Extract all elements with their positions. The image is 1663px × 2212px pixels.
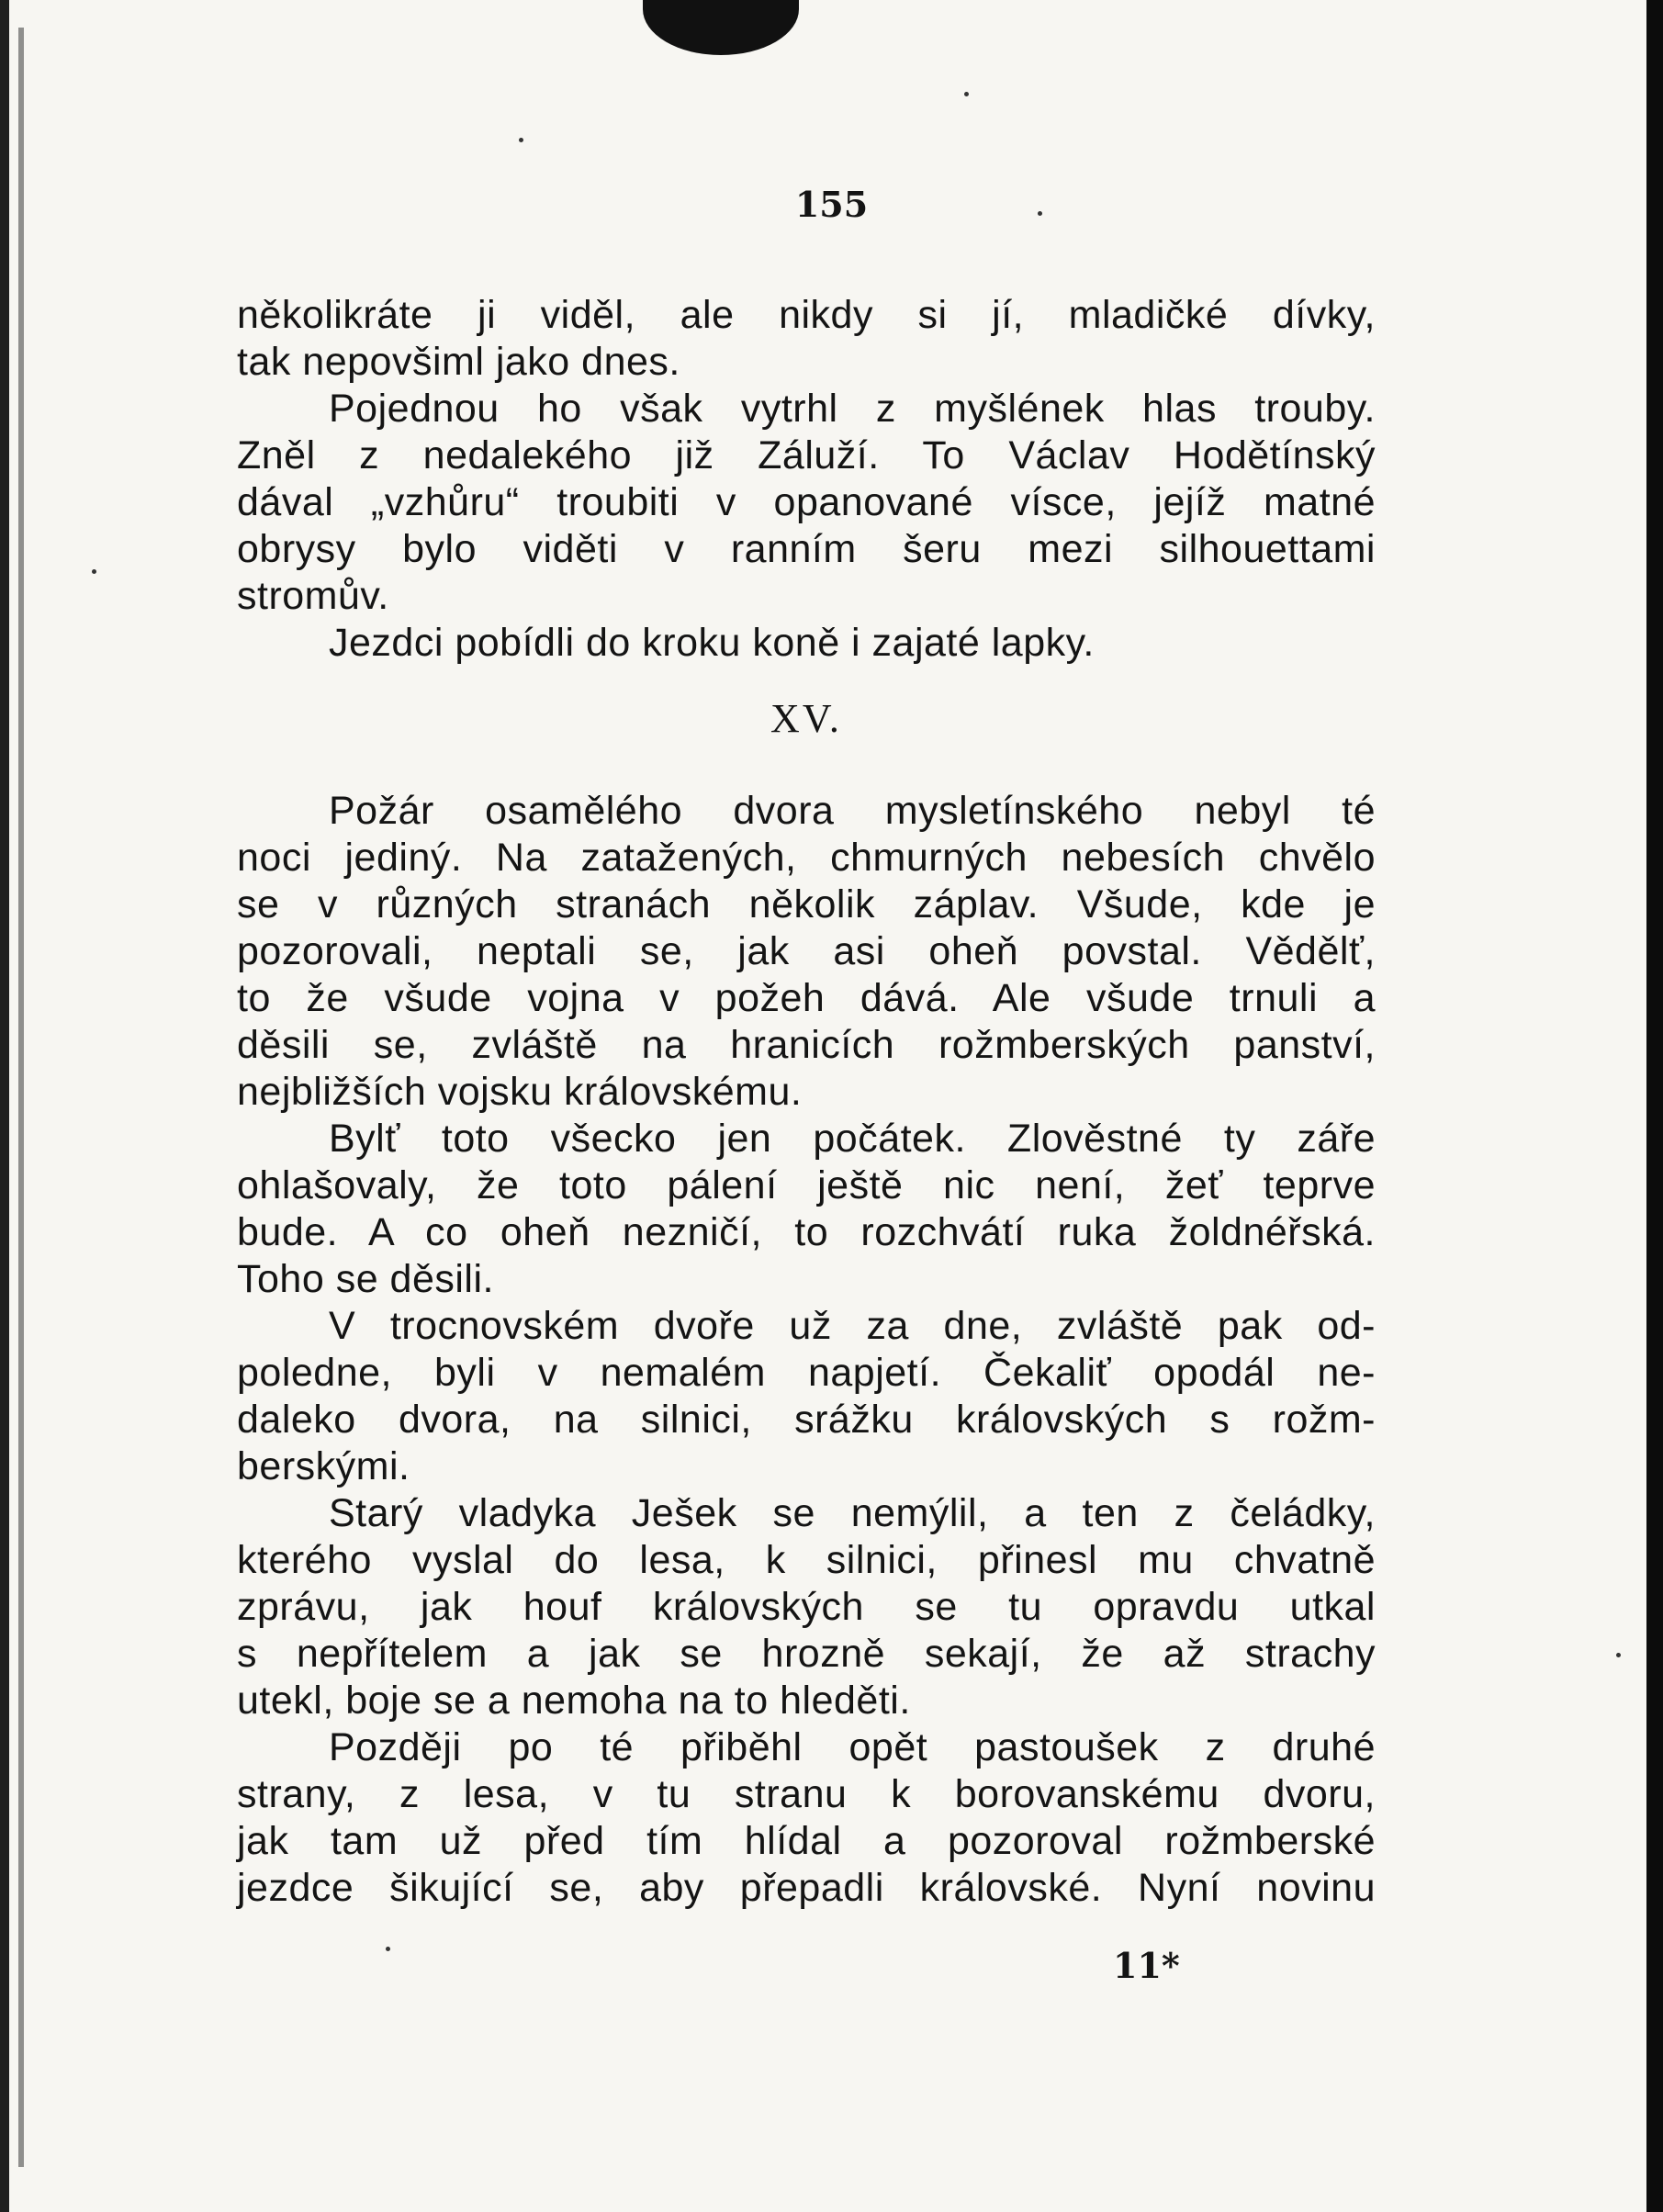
scan-edge-left	[0, 0, 9, 2212]
dust-speck	[386, 1947, 390, 1951]
text-line: několikráte ji viděl, ale nikdy si jí, mladičké dívky,	[237, 293, 1376, 337]
text-line: tak nepovšiml jako dnes.	[237, 340, 680, 384]
text-line: to že všude vojna v požeh dává. Ale všude trnuli a	[237, 976, 1376, 1020]
paragraph	[237, 386, 1376, 620]
text-line: se v různých stranách několik záplav. Všude, kde je	[237, 882, 1376, 926]
text-line: Starý vladyka Ješek se nemýlil, a ten z čeládky,	[329, 1491, 1376, 1535]
paragraph	[237, 292, 1376, 386]
text-line: kterého vyslal do lesa, k silnici, přinesl mu chvatně	[237, 1538, 1376, 1582]
chapter-heading: XV.	[770, 696, 842, 741]
body-text	[237, 292, 1376, 1912]
text-line: Jezdci pobídli do kroku koně i zajaté lapky.	[329, 621, 1095, 665]
text-line: Požár osamělého dvora mysletínského nebyl té	[329, 789, 1376, 833]
text-line: V trocnovském dvoře už za dne, zvláště pak od-	[329, 1304, 1376, 1348]
text-line: berskými.	[237, 1444, 410, 1488]
text-line: ohlašovaly, že toto pálení ještě nic není, žeť teprve	[237, 1163, 1376, 1207]
text-line: Zněl z nedalekého již Záluží. To Václav Hodětínský	[237, 433, 1376, 477]
text-line: stromův.	[237, 574, 389, 618]
paragraph	[237, 1490, 1376, 1724]
dust-speck	[519, 138, 523, 142]
dust-speck	[92, 569, 96, 574]
text-line: poledne, byli v nemalém napjetí. Čekaliť opodál ne-	[237, 1351, 1376, 1395]
paragraph	[237, 620, 1376, 667]
ink-blot	[643, 0, 799, 55]
text-line: nejbližších vojsku královskému.	[237, 1070, 803, 1114]
dust-speck	[1616, 1653, 1621, 1657]
text-line: pozorovali, neptali se, jak asi oheň povstal. Vědělť,	[237, 929, 1376, 973]
text-line: s nepřítelem a jak se hrozně sekají, že až strachy	[237, 1632, 1376, 1676]
text-line: jak tam už před tím hlídal a pozoroval rožmberské	[237, 1819, 1376, 1863]
paragraph	[237, 788, 1376, 1116]
paragraph	[237, 1116, 1376, 1303]
signature-mark: 11*	[1113, 1945, 1180, 1986]
text-line: daleko dvora, na silnici, srážku královských s rožm-	[237, 1398, 1376, 1442]
paragraph	[237, 1724, 1376, 1912]
text-line: zprávu, jak houf královských se tu opravdu utkal	[237, 1585, 1376, 1629]
paragraph	[237, 1303, 1376, 1490]
text-line: strany, z lesa, v tu stranu k borovanskému dvoru,	[237, 1772, 1376, 1816]
page-number: 155	[794, 184, 869, 225]
section-after-heading	[237, 788, 1376, 1912]
text-line: Později po té přiběhl opět pastoušek z druhé	[329, 1725, 1376, 1769]
text-line: Bylť toto všecko jen počátek. Zlověstné ty záře	[329, 1117, 1376, 1161]
text-line: Toho se děsili.	[237, 1257, 494, 1301]
text-line: bude. A co oheň nezničí, to rozchvátí ruka žoldnéřská.	[237, 1210, 1376, 1254]
scan-shadow-left	[18, 28, 24, 2167]
text-line: jezdce šikující se, aby přepadli královské. Nyní novinu	[237, 1866, 1376, 1910]
section-before-heading	[237, 292, 1376, 667]
text-line: děsili se, zvláště na hranicích rožmberských panství,	[237, 1023, 1376, 1067]
dust-speck	[964, 92, 969, 96]
text-line: dával „vzhůru“ troubiti v opanované vísce, jejíž matné	[237, 480, 1376, 524]
text-line: obrysy bylo viděti v ranním šeru mezi silhouettami	[237, 527, 1376, 571]
text-line: utekl, boje se a nemoha na to hleděti.	[237, 1679, 911, 1723]
text-line: Pojednou ho však vytrhl z myšlének hlas trouby.	[329, 387, 1376, 431]
scan-edge-right	[1646, 0, 1663, 2212]
text-line: noci jediný. Na zatažených, chmurných nebesích chvělo	[237, 836, 1376, 880]
